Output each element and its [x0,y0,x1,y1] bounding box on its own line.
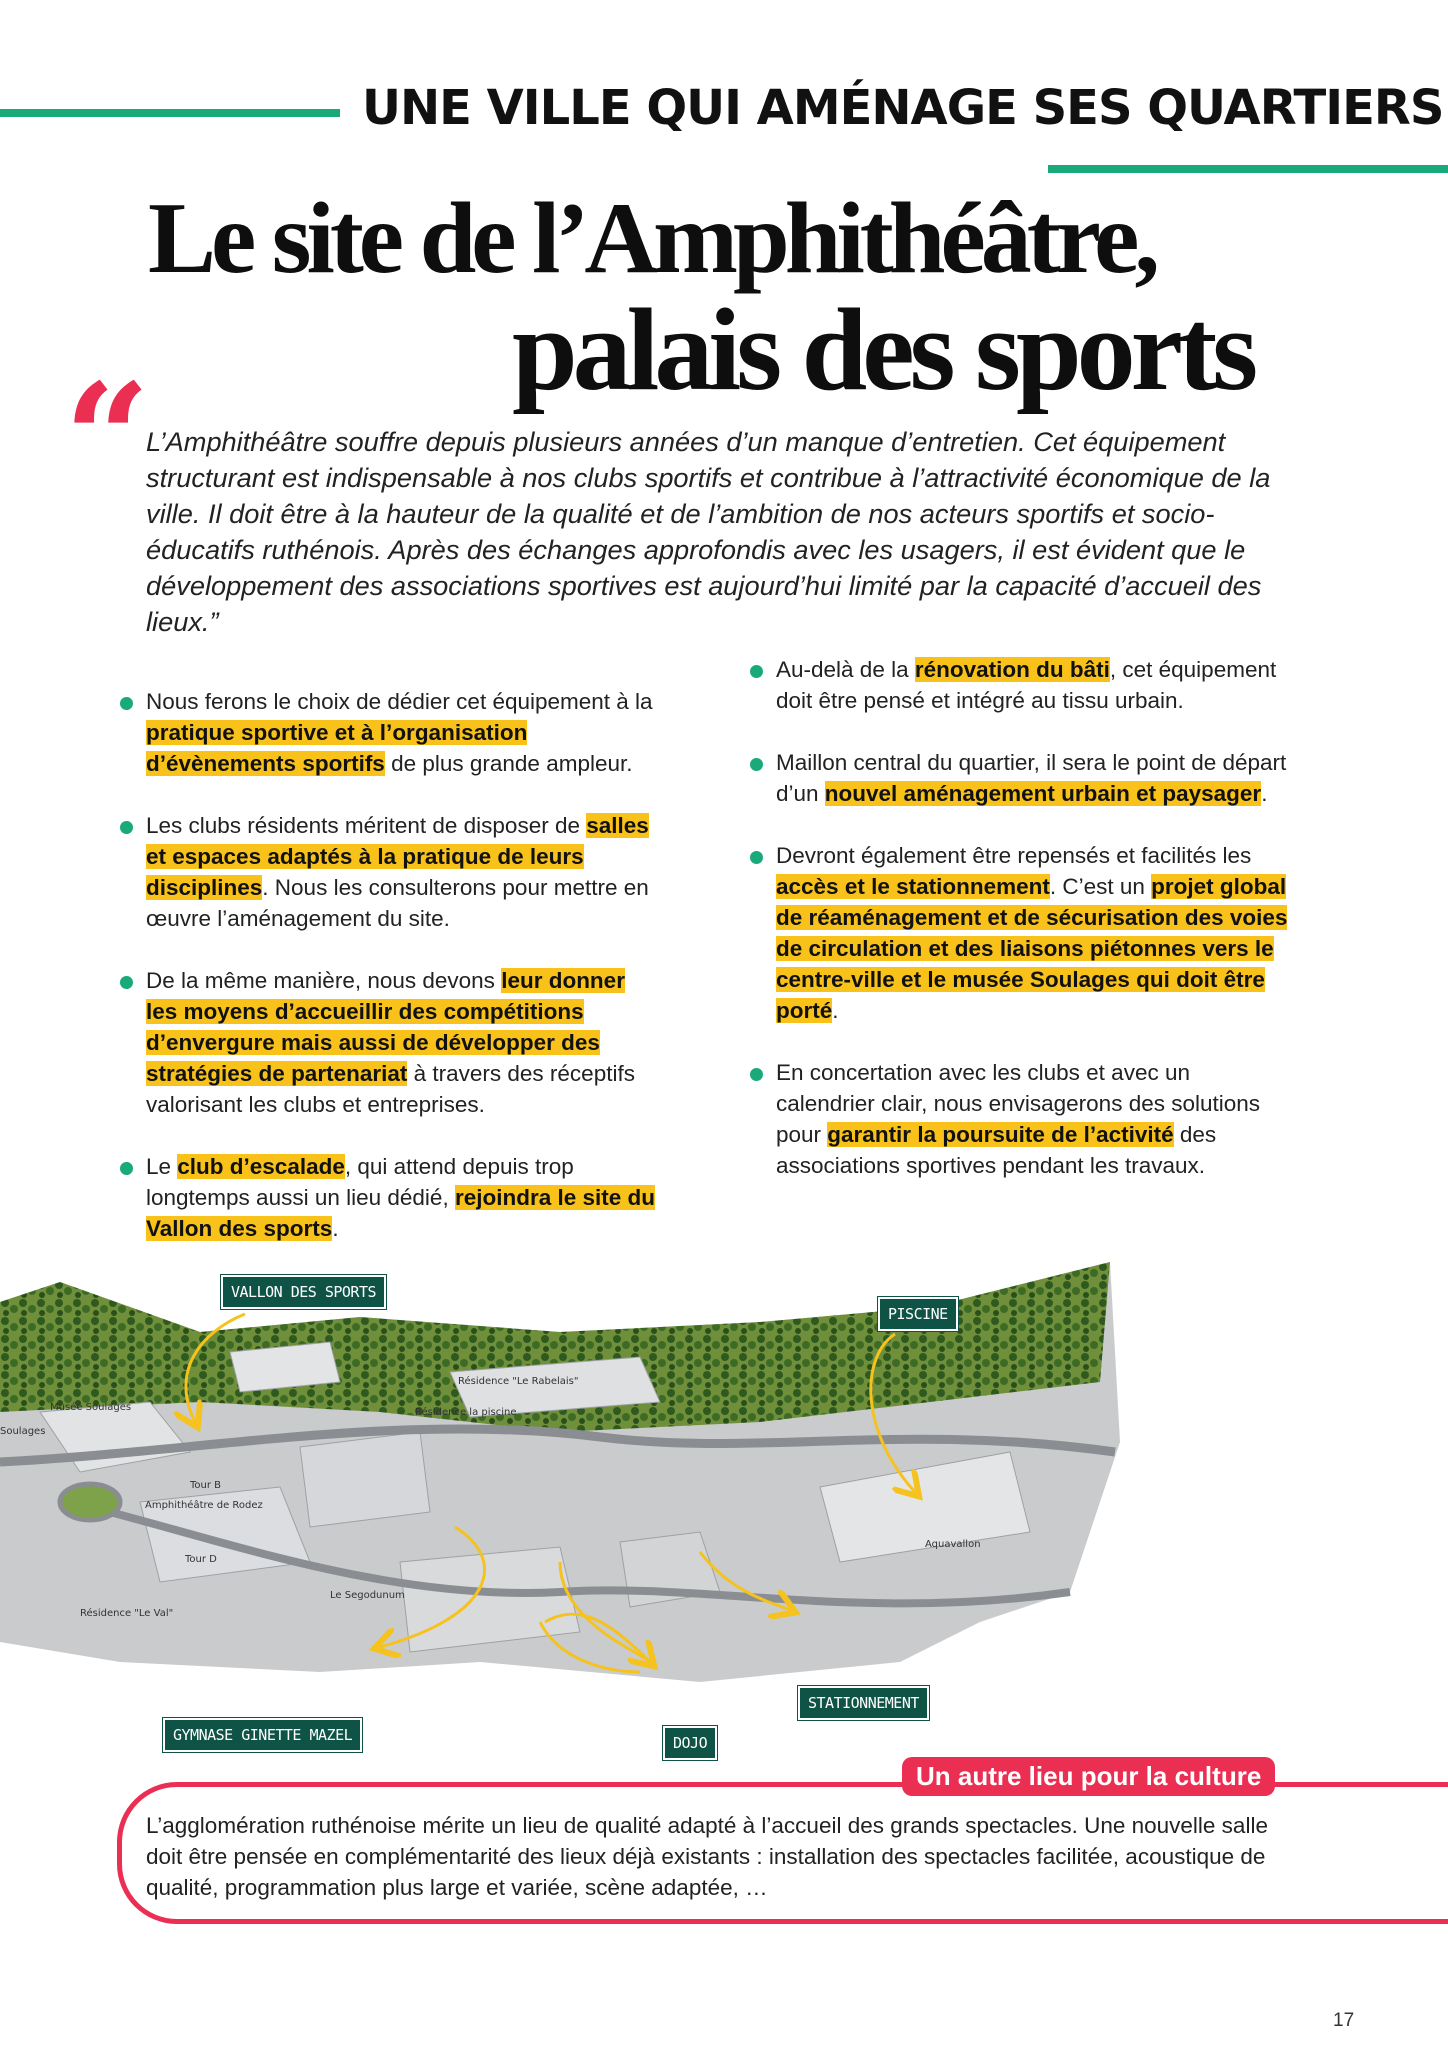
map-label-soulages: Soulages [0,1426,46,1437]
bullet-highlight: pratique sportive et à l’organisation d’évènements sportifs [146,720,528,776]
bullet-text: Les clubs résidents méritent de disposer de [146,813,587,838]
bullet-highlight: accès et le stationnement [776,874,1050,899]
bullet-dot-icon [120,1162,133,1175]
map-callout-stationnement: STATIONNEMENT [798,1686,929,1720]
bullet-text: Nous ferons le choix de dédier cet équipement à la [146,689,653,714]
bullet-dot-icon [750,851,763,864]
bullet-text: En concertation avec les clubs et avec un calendrier clair, nous envisagerons des solutions pour [776,1060,1261,1147]
bullet-text: de plus grande ampleur. [384,751,633,776]
page-title-line2: palais des sports [512,284,1254,415]
section-kicker: UNE VILLE QUI AMÉNAGE SES QUARTIERS [362,80,1444,136]
right-column [750,654,1290,1212]
header-right-rule [1048,165,1448,173]
bullet-text: . Nous les consulterons pour mettre en œuvre l’aménagement du site. [146,875,649,931]
bullet-text: . [1261,781,1268,806]
map-label-musee: Musée Soulages [50,1402,132,1413]
bullet-dot-icon [750,758,763,771]
map-callout-piscine: PISCINE [878,1297,958,1331]
culture-text: L’agglomération ruthénoise mérite un lieu de qualité adapté à l’accueil des grands spectacles. Une nouvelle salle doit être pensée en complémentarité des lieux déjà existants : installation des spectacles facilitée, acoustique de qualité, programmation plus large et variée, scène adaptée, … [146,1813,1268,1900]
list-item [750,840,1290,1026]
header-left-rule [0,109,340,117]
page-number: 17 [1333,2010,1355,2031]
map-label-residence-piscine: Résidence la piscine [415,1407,517,1418]
map-callout-dojo: DOJO [663,1726,717,1760]
list-item [120,1151,660,1244]
bullet-text: . C’est un [1049,874,1152,899]
map-label-segodunum: Le Segodunum [330,1590,405,1601]
bullet-text: , cet équipement doit être pensé et intégré au tissu urbain. [776,657,1277,713]
map-label-amphitheatre: Amphithéâtre de Rodez [145,1500,263,1511]
list-item [120,686,660,779]
bullet-text: Le [146,1154,178,1179]
bullet-text: des associations sportives pendant les travaux. [776,1122,1217,1178]
bullet-text: , qui attend depuis trop longtemps aussi un lieu dédié, [146,1154,574,1210]
bullet-highlight: club d’escalade [177,1154,345,1179]
bullet-text: . [332,1216,339,1241]
bullet-text: Devront également être repensés et facilités les [776,843,1252,868]
bullet-dot-icon [750,665,763,678]
bullet-dot-icon [120,697,133,710]
list-item [120,810,660,934]
bullet-highlight: salles et espaces adaptés à la pratique de leurs disciplines [146,813,649,900]
bullet-dot-icon [750,1068,763,1081]
quote-mark-icon: “ [64,351,151,527]
intro-quote: L’Amphithéâtre souffre depuis plusieurs années d’un manque d’entretien. Cet équipement structurant est indispensable à nos clubs sportifs et contribue à l’attractivité économique de la ville. Il doit être à la hauteur de la qualité et de l’ambition de nos acteurs sportifs et socio-éducatifs ruthénois. Après des échanges approfondis avec les usagers, il est évident que le développement des associations sportives est aujourd’hui limité par la capacité d’accueil des lieux.” [146,426,1271,637]
map-label-rabelais: Résidence "Le Rabelais" [458,1376,579,1387]
list-item [750,1057,1290,1181]
map-label-residence-val: Résidence "Le Val" [80,1608,174,1619]
map-label-tour-d: Tour D [185,1554,217,1565]
bullet-text: Au-delà de la [776,657,915,682]
bullet-dot-icon [120,821,133,834]
map-callout-vallon-des-sports: VALLON DES SPORTS [221,1275,386,1309]
bullet-text: à travers des réceptifs valorisant les clubs et entreprises. [146,1061,635,1117]
bullet-highlight: rejoindra le site du Vallon des sports [146,1185,656,1241]
bullet-highlight: projet global de réaménagement et de sécurisation des voies de circulation et des liaisons piétonnes vers le centre-ville et le musée Soulages qui doit être porté [776,874,1288,1023]
bullet-text: Maillon central du quartier, il sera le point de départ d’un [776,750,1287,806]
bullet-highlight: leur donner les moyens d’accueillir des compétitions d’envergure mais aussi de développer des stratégies de partenariat [146,968,625,1086]
list-item [750,747,1290,809]
bullet-dot-icon [120,976,133,989]
list-item [750,654,1290,716]
map-label-aquavallon: Aquavallon [925,1539,981,1550]
page-title-line1: Le site de l’Amphithéâtre, [148,182,1155,295]
left-column [120,686,660,1275]
bullet-text: . [832,998,839,1023]
culture-heading: Un autre lieu pour la culture [902,1757,1275,1796]
map-label-tour-b: Tour B [190,1480,222,1491]
bullet-highlight: rénovation du bâti [914,657,1110,682]
list-item [120,965,660,1120]
bullet-highlight: nouvel aménagement urbain et paysager [824,781,1262,806]
bullet-text: De la même manière, nous devons [146,968,502,993]
map-callout-gymnase: GYMNASE GINETTE MAZEL [163,1718,362,1752]
bullet-highlight: garantir la poursuite de l’activité [827,1122,1174,1147]
